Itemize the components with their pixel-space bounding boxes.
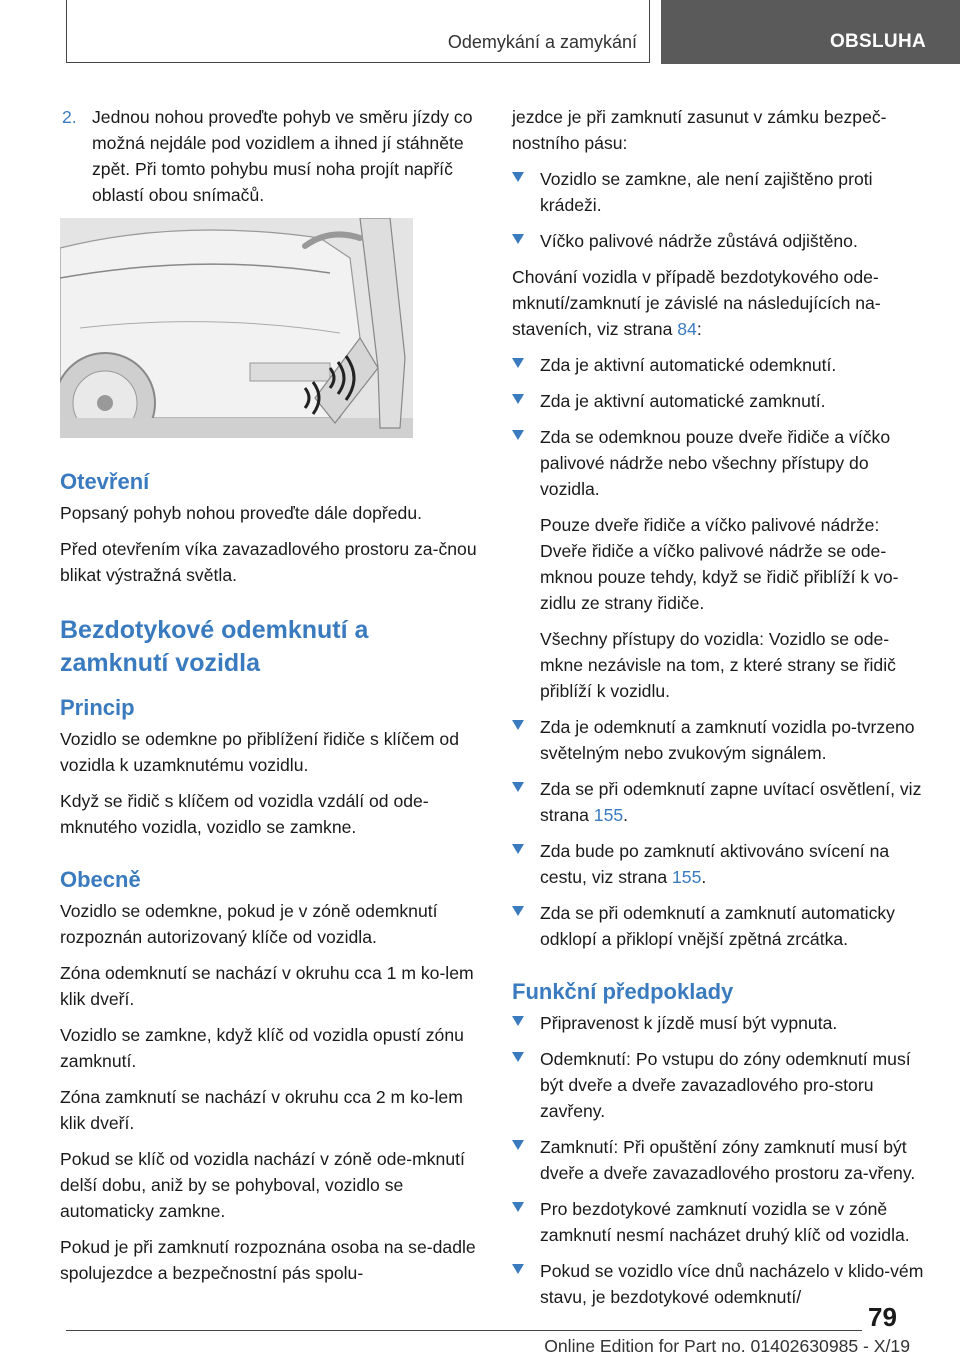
left-column [60, 104, 480, 1296]
section-title: Odemykání a zamykání [447, 32, 637, 52]
bullet-item: Zda je odemknutí a zamknutí vozidla po-tvrzeno světelným nebo zvukovým signálem. [512, 714, 930, 766]
header-frame [66, 0, 650, 63]
paragraph: Pokud se klíč od vozidla nachází v zóně ode-mknutí delší dobu, aniž by se pohyboval, vozidlo se automaticky zamkne. [60, 1149, 465, 1221]
paragraph: Zóna zamknutí se nachází v okruhu cca 2 m ko-lem klik dveří. [60, 1087, 463, 1133]
triangle-bullet-icon [512, 844, 524, 854]
triangle-bullet-icon [512, 1052, 524, 1062]
bullet-item: Připravenost k jízdě musí být vypnuta. [512, 1010, 930, 1036]
bullet-item: Zda bude po zamknutí aktivováno svícení na cestu, viz strana 155. [512, 838, 930, 890]
paragraph: Když se řidič s klíčem od vozidla vzdálí od ode-mknutého vozidla, vozidlo se zamkne. [60, 791, 429, 837]
bullet-item: Pro bezdotykové zamknutí vozidla se v zóně zamknutí nesmí nacházet druhý klíč od vozidla. [512, 1196, 930, 1248]
triangle-bullet-icon [512, 720, 524, 730]
triangle-bullet-icon [512, 394, 524, 404]
page-link-84[interactable]: 84 [677, 319, 697, 339]
bullet-item: Zda je aktivní automatické zamknutí. [512, 388, 930, 414]
heading-bezdotykove: Bezdotykové odemknutí a zamknutí vozidla [60, 616, 369, 677]
step-number: 2. [62, 107, 77, 127]
bullet-item: Víčko palivové nádrže zůstává odjištěno. [512, 228, 930, 254]
step-2 [60, 104, 480, 208]
chapter-tab [661, 0, 960, 64]
page-link-155[interactable]: 155 [672, 867, 702, 887]
footer-edition: Online Edition for Part no. 01402630985 - X/19 [544, 1336, 910, 1356]
bullet-item: Zda se při odemknutí a zamknutí automaticky odklopí a přiklopí vnější zpětná zrcátka. [512, 900, 930, 952]
triangle-bullet-icon [512, 1016, 524, 1026]
paragraph: Vozidlo se zamkne, když klíč od vozidla opustí zónu zamknutí. [60, 1025, 464, 1071]
paragraph: Chování vozidla v případě bezdotykového ode-mknutí/zamknutí je závislé na následujících na-staveních, viz strana 84: [512, 267, 881, 339]
sub-paragraph: Pouze dveře řidiče a víčko palivové nádrže: Dveře řidiče a víčko palivové nádrže se ode-mknou pouze tehdy, když se řidič přiblíží k vo-zidlu ze strany řidiče. [540, 515, 899, 613]
paragraph: Vozidlo se odemkne, pokud je v zóně odemknutí rozpoznán autorizovaný klíče od vozidla. [60, 901, 438, 947]
kick-sensor-illustration [60, 218, 413, 438]
bullet-item: Zamknutí: Při opuštění zóny zamknutí musí být dveře a dveře zavazadlového prostoru za-vřeny. [512, 1134, 930, 1186]
paragraph: Zóna odemknutí se nachází v okruhu cca 1 m ko-lem klik dveří. [60, 963, 474, 1009]
step-text: Jednou nohou proveďte pohyb ve směru jízdy co možná nejdále pod vozidlem a ihned jí stáhněte zpět. Při tomto pohybu musí noha projít napříč oblastí obou snímačů. [92, 107, 473, 205]
right-column [512, 104, 930, 1320]
paragraph: Pokud je při zamknutí rozpoznána osoba na se-dadle spolujezdce a bezpečnostní pás spolu- [60, 1237, 476, 1283]
sub-paragraph: Všechny přístupy do vozidla: Vozidlo se ode-mkne nezávisle na tom, z které strany se řidič přiblíží k vozidlu. [540, 629, 896, 701]
chapter-tab-label: OBSLUHA [829, 31, 926, 52]
paragraph: Popsaný pohyb nohou proveďte dále dopředu. [60, 503, 422, 523]
triangle-bullet-icon [512, 430, 524, 440]
bullet-item: Zda se odemknou pouze dveře řidiče a víčko palivové nádrže nebo všechny přístupy do vozidla. [512, 424, 930, 502]
heading-princip: Princip [60, 695, 135, 720]
footer-divider [66, 1330, 862, 1331]
heading-obecne: Obecně [60, 867, 141, 892]
page-link-155[interactable]: 155 [593, 805, 624, 825]
bullet-item: Pokud se vozidlo více dnů nacházelo v klido-vém stavu, je bezdotykové odemknutí/ [512, 1258, 930, 1310]
triangle-bullet-icon [512, 172, 524, 182]
paragraph: Před otevřením víka zavazadlového prostoru za-čnou blikat výstražná světla. [60, 539, 477, 585]
page-number: 79 [868, 1302, 897, 1332]
paragraph: jezdce je při zamknutí zasunut v zámku bezpeč-nostního pásu: [512, 107, 887, 153]
bullet-item: Zda se při odemknutí zapne uvítací osvětlení, viz strana 155. [512, 776, 930, 828]
bullet-item: Odemknutí: Po vstupu do zóny odemknutí musí být dveře a dveře zavazadlového pro-storu zavřeny. [512, 1046, 930, 1124]
triangle-bullet-icon [512, 1140, 524, 1150]
triangle-bullet-icon [512, 1202, 524, 1212]
triangle-bullet-icon [512, 782, 524, 792]
bullet-item: Vozidlo se zamkne, ale není zajištěno proti krádeži. [512, 166, 930, 218]
heading-funkcni: Funkční předpoklady [512, 979, 734, 1004]
bullet-item: Zda je aktivní automatické odemknutí. [512, 352, 930, 378]
triangle-bullet-icon [512, 1264, 524, 1274]
triangle-bullet-icon [512, 358, 524, 368]
paragraph: Vozidlo se odemkne po přiblížení řidiče s klíčem od vozidla k uzamknutému vozidlu. [60, 729, 459, 775]
triangle-bullet-icon [512, 234, 524, 244]
triangle-bullet-icon [512, 906, 524, 916]
heading-otevreni: Otevření [60, 469, 150, 494]
